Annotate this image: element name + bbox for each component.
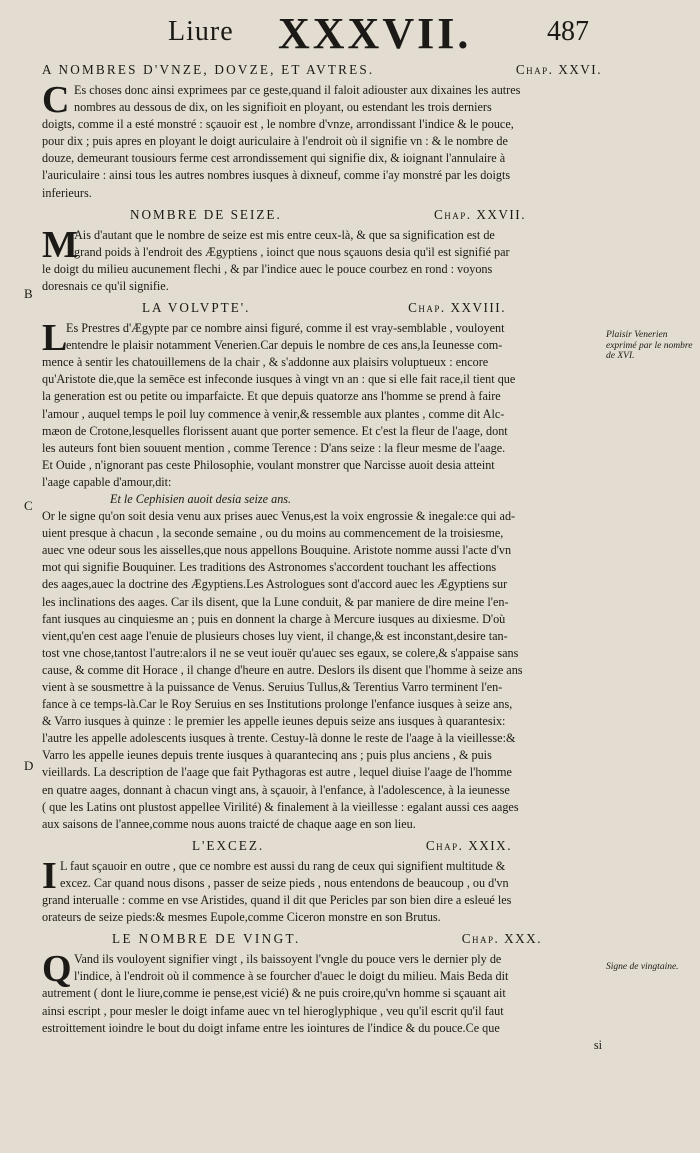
text-line: entendre le plaisir notamment Venerien.Car depuis le nombre de ces ans,la Ieunesse com-	[66, 338, 503, 353]
text-line: doresnais ce qu'il signifie.	[42, 278, 169, 293]
text-line: des aages,auec la doctrine des Ægyptiens.Les Astrologues sont d'accord auec les Ægyptiens sur	[42, 577, 508, 592]
running-head	[0, 6, 700, 58]
verse-quote: Et le Cephisien auoit desia seize ans.	[110, 491, 292, 506]
text-line: & Varro iusques à quinze : le premier les appelle ieunes depuis seize ans iusques à quarantesix:	[42, 714, 506, 729]
chapter-title: LA VOLVPTE'.	[142, 300, 251, 316]
text-line: Ais d'autant que le nombre de seize est mis entre ceux-là, & que sa signification est de	[74, 227, 495, 242]
chapter-number: Chap. XXVI.	[515, 62, 602, 77]
text-line: l'amour , auquel temps le poil luy commence à venir,& ressemble aux plantes , comme dit Alc-	[42, 406, 505, 421]
drop-cap: M	[42, 223, 78, 266]
text-line: Varro les appelle ieunes depuis trente iusques à quarantecinq ans ; puis plus anciens , & puis	[42, 748, 492, 763]
text-line: grand interualle : comme en vse Aristides, quand il dit que Pericles par son bien dire a esleué les	[42, 893, 512, 908]
chapter-title: LE NOMBRE DE VINGT.	[112, 931, 301, 947]
chapter-number: Chap. XXVIII.	[408, 300, 506, 316]
text-line: mot qui signifie Bouquiner. Les traditions des Astronomes s'accordent touchant les affections	[42, 560, 497, 575]
chapter-heading	[42, 205, 602, 225]
chapter-text	[42, 854, 602, 926]
text-line: douze, demeurant tousiours ferme cest arrondissement qui signifie dix, & ioignant l'annulaire à	[42, 151, 506, 166]
text-line: l'aage capable d'amour,dit:	[42, 474, 172, 489]
chapter-title: NOMBRE DE SEIZE.	[130, 206, 282, 222]
margin-marker-b: B	[24, 286, 33, 301]
text-line: fance à ce temps-là.Car le Roy Seruius en ses Institutions prolonge l'enfance iusques à seize ans,	[42, 697, 513, 712]
chapter-number: Chap. XXX.	[461, 931, 542, 947]
text-line: en quatre aages, donnant à chacun vingt ans, à sçauoir, à l'enfance, à l'adolescence, à la ieunesse	[42, 782, 510, 797]
text-line: l'indice, à l'endroit où il commence à se fourcher d'auec le doigt du milieu. Mais Beda dit	[74, 969, 509, 984]
page-number: 487	[547, 16, 589, 47]
text-line: cause, & comme dit Horace , il change d'heure en autre. Deslors ils disent que l'homme à seize ans	[42, 662, 523, 677]
text-line: le doigt du milieu aucunement flechi , & par l'indice auec le pouce courbez en rond : voyons	[42, 261, 493, 276]
text-line: les inclinations des aages. Car ils disent, que la Lune conduit, & par maniere de dire meine l'en-	[42, 594, 509, 609]
text-line: nombres au dessous de dix, on les signifioit en ployant, ou estendant les trois derniers	[74, 100, 492, 115]
chapter-text	[42, 948, 602, 1054]
text-line: la generation est ou petite ou imparfaicte. Et que depuis quatorze ans l'homme se prend à faire	[42, 389, 501, 404]
chapter-heading	[42, 298, 602, 318]
drop-cap: I	[42, 854, 57, 897]
text-line: doigts, comme il a esté monstré : sçauoir est , le nombre d'vnze, arrondissant l'indice & le pouce,	[42, 117, 514, 132]
text-line: tost vne chose,tantost l'autre:alors il ne se veut iouër qu'auec ses egaux, se colere,& s'appaise sans	[42, 645, 519, 660]
text-line: Or le signe qu'on soit desia venu aux prises auec Venus,est la voix engrossie & inegale:ce qui ad-	[42, 509, 516, 524]
text-line: l'autre les appelle adolescents iusques à trente. Cestuy-là donne le reste de l'aage à la vieillesse:&	[42, 731, 516, 746]
text-line: fant iusques au cinquiesme an ; puis en donnent la charge à Mercure iusques au dixiesme. D'où	[42, 611, 506, 626]
margin-note-vingt: Signe de vingtaine.	[606, 962, 679, 972]
chapter-heading	[42, 60, 602, 80]
text-column	[42, 57, 602, 1054]
running-head-livre: Liure	[168, 16, 234, 47]
text-line: Es choses donc ainsi exprimees par ce geste,quand il faloit adiouster aux dixaines les autres	[74, 83, 521, 97]
chapter-text	[42, 317, 602, 833]
text-line: pour dix ; puis apres en ployant le doigt auriculaire à l'endroit où il signifie vn : & le nombre de	[42, 134, 508, 149]
catchword: si	[593, 1037, 602, 1052]
chapter-text	[42, 79, 602, 202]
text-line: orateurs de seize pieds:& mesmes Eupole,comme Ciceron monstre en son Brutus.	[42, 910, 441, 925]
chapter-number: Chap. XXVII.	[433, 206, 526, 222]
text-line: Es Prestres d'Ægypte par ce nombre ainsi figuré, comme il est vray-semblable , vouloyent	[66, 321, 505, 336]
text-line: grand poids à l'endroit des Ægyptiens , ioinct que nous sçauons desia qu'il est signifié par	[74, 244, 510, 259]
text-line: auec vne odeur sous les aisselles,que nous appellons Bouquine. Aristote nomme aussi l'acte d'vn	[42, 543, 512, 558]
chapter-title: A NOMBRES D'VNZE, DOVZE, ET AVTRES.	[42, 62, 375, 77]
drop-cap: L	[42, 317, 68, 360]
text-line: ainsi escript , pour mesler le doigt infame auec vn tel hieroglyphique , veu qu'il escrit qu'il faut	[42, 1003, 504, 1018]
text-line: l'auriculaire : ainsi tous les autres nombres iusques à dixneuf, comme i'ay monstré par les doigts	[42, 168, 511, 183]
text-line: Vand ils vouloyent signifier vingt , ils baissoyent l'vngle du pouce vers le dernier ply de	[74, 952, 502, 967]
margin-note-plaisir: Plaisir Venerien exprimé par le nombre de XVI.	[606, 330, 693, 361]
chapter-heading	[42, 836, 602, 856]
text-line: mæon de Crotone,lesquelles florissent auant que porter semence. Et c'est la fleur de l'aage, dont	[42, 423, 508, 438]
text-line: Et Ouide , n'ignorant pas ceste Philosophie, voulant monstrer que Narcisse auoit desia atteint	[42, 457, 495, 472]
text-line: autrement ( dont le liure,comme ie pense,est vicié) & ne puis croire,qu'vn homme si sçauant ait	[42, 986, 506, 1001]
drop-cap: C	[42, 79, 70, 121]
text-line: excez. Car quand nous disons , passer de seize pieds , nous entendons de beaucoup , ou d'vn	[60, 875, 509, 890]
text-line: uient presque à chacun , la seconde semaine , ou du moins au commencement de la troisiesme,	[42, 526, 504, 541]
chapter-heading	[42, 929, 602, 949]
text-line: ( que les Latins ont plustost appellee Virilité) & finalement à la vieillesse : egalant aussi ces aages	[42, 799, 519, 814]
text-line: mence à sentir les chatouillemens de la chair , & s'addonne aux plaisirs voluptueux : encore	[42, 355, 489, 370]
text-line: aux saisons de l'annee,comme nous auons traicté de chaque aage en son lieu.	[42, 816, 416, 831]
chapter-text	[42, 223, 602, 295]
text-line: les auteurs font bien souuent mention , comme Terence : D'ans seize : la fleur mesme de l'aage.	[42, 440, 506, 455]
text-line: qu'Aristote die,que la semēce est infeconde iusques à vingt vn an : que si elle fait race,il tient que	[42, 372, 516, 387]
text-line: vient à se sousmettre à la puissance de Venus. Seruius Tullus,& Terentius Varro terminent l'en-	[42, 680, 503, 694]
drop-cap: Q	[42, 948, 72, 991]
running-head-book-number: XXXVII.	[278, 9, 472, 58]
text-line: inferieurs.	[42, 185, 92, 200]
chapter-title: L'EXCEZ.	[192, 837, 265, 853]
text-line: estroittement ioindre le bout du doigt infame entre les iointures de l'indice & du pouce.Ce que	[42, 1020, 500, 1035]
margin-marker-c: C	[24, 498, 33, 513]
chapter-number: Chap. XXIX.	[425, 837, 512, 853]
text-line: vieillards. La description de l'aage que fait Pythagoras est autre , lequel diuise l'aage de l'homme	[42, 765, 512, 780]
text-line: vient,qu'en cest aage l'enuie de plusieurs choses luy vient, il change,& est inconstant,desire tan-	[42, 628, 508, 643]
text-line: L faut sçauoir en outre , que ce nombre est aussi du rang de ceux qui signifient multitude &	[60, 858, 506, 873]
margin-marker-d: D	[24, 758, 34, 773]
